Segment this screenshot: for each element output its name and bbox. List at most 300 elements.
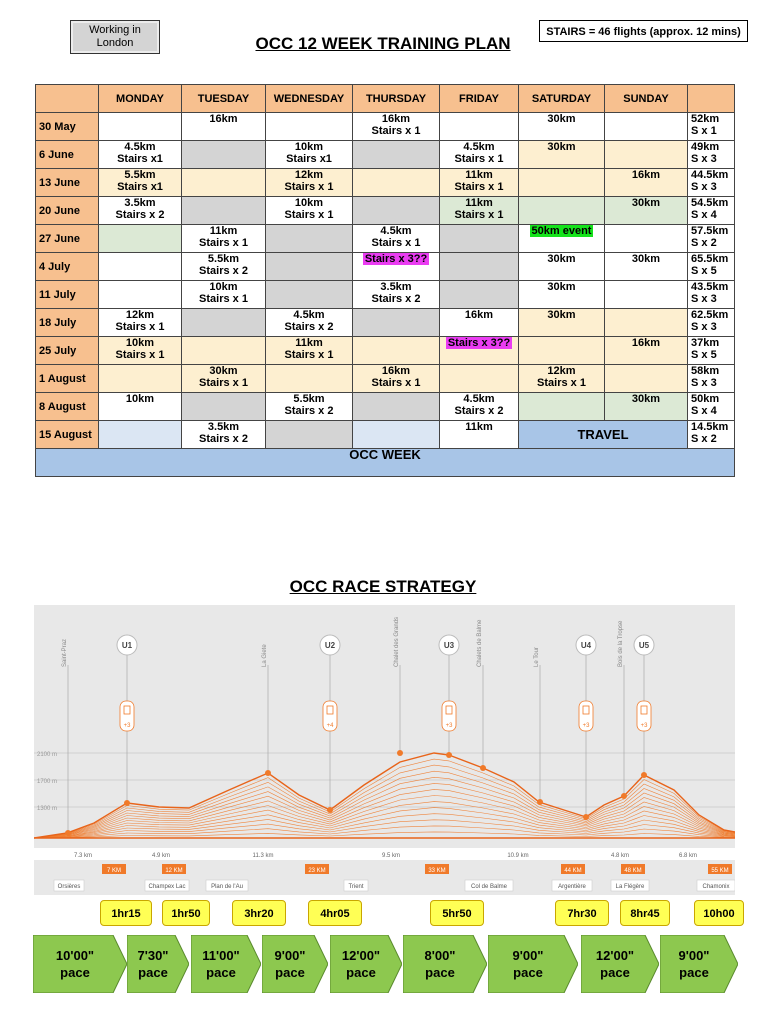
day-distance: 30km xyxy=(547,281,576,293)
week-row xyxy=(36,421,735,449)
week-row xyxy=(36,113,735,141)
day-cell xyxy=(440,281,519,309)
pace-value: 7'30" xyxy=(137,948,169,963)
day-cell xyxy=(519,393,605,421)
week-label: 8 August xyxy=(36,393,99,421)
day-distance: 16km xyxy=(381,365,411,377)
day-cell xyxy=(266,365,353,393)
day-cell xyxy=(519,365,605,393)
day-cell xyxy=(353,337,440,365)
week-total xyxy=(688,141,735,169)
day-cell xyxy=(182,197,266,225)
day-distance: 3.5km xyxy=(380,281,412,293)
day-distance: 30km xyxy=(547,309,576,321)
week-label: 6 June xyxy=(36,141,99,169)
place-label: Plan de l'Au xyxy=(211,884,243,890)
total-stairs: S x 3 xyxy=(691,293,717,305)
day-stairs: Stairs x 1 xyxy=(199,293,248,305)
col-saturday: SATURDAY xyxy=(519,85,605,113)
day-distance: 5.5km xyxy=(293,393,325,405)
km-marker: 55 KM xyxy=(711,868,729,874)
total-stairs: S x 1 xyxy=(691,125,717,137)
peak-label: Le Tour xyxy=(534,647,540,667)
place-label: Champex Lac xyxy=(148,884,186,890)
checkpoint-time: 4hr05 xyxy=(308,900,362,926)
day-cell xyxy=(605,225,688,253)
aid-count: +3 xyxy=(640,723,648,729)
col-sunday: SUNDAY xyxy=(605,85,688,113)
day-cell xyxy=(605,337,688,365)
pace-arrow xyxy=(330,935,402,993)
day-cell xyxy=(605,169,688,197)
day-cell xyxy=(440,309,519,337)
checkpoint-dot xyxy=(446,752,452,758)
week-row xyxy=(36,365,735,393)
pace-word: pace xyxy=(138,965,168,980)
km-marker: 33 KM xyxy=(428,868,446,874)
pace-word: pace xyxy=(679,965,709,980)
total-km: 62.5km xyxy=(691,309,729,321)
checkpoint-time: 10h00 xyxy=(694,900,744,926)
day-cell xyxy=(605,393,688,421)
day-stairs: Stairs x 1 xyxy=(284,349,334,361)
segment-distance: 11.3 km xyxy=(252,853,274,859)
km-marker: 48 KM xyxy=(624,868,642,874)
elevation-label: 1300 m xyxy=(37,806,58,812)
week-label: 30 May xyxy=(36,113,99,141)
pace-value: 12'00" xyxy=(341,948,381,963)
day-distance: 4.5km xyxy=(463,141,495,153)
day-cell xyxy=(266,113,353,141)
pace-arrow xyxy=(262,935,328,993)
day-cell xyxy=(266,309,353,337)
day-cell xyxy=(519,169,605,197)
highlight-magenta: Stairs x 3?? xyxy=(447,337,511,349)
day-cell xyxy=(519,337,605,365)
day-cell xyxy=(353,197,440,225)
peak-label: Bois de la Tropse xyxy=(618,620,624,667)
day-cell xyxy=(605,253,688,281)
place-label: La Flégère xyxy=(615,884,645,890)
week-total xyxy=(688,169,735,197)
day-stairs: Stairs x 1 xyxy=(199,237,248,249)
day-distance: 16km xyxy=(631,169,661,181)
day-cell xyxy=(519,225,605,253)
total-stairs: S x 3 xyxy=(691,153,717,165)
checkpoint-time: 7hr30 xyxy=(555,900,609,926)
day-cell xyxy=(99,337,182,365)
total-stairs: S x 4 xyxy=(691,209,717,221)
aid-count: +3 xyxy=(123,723,131,729)
pace-word: pace xyxy=(206,965,236,980)
day-distance: 30km xyxy=(631,197,661,209)
day-stairs: Stairs x 1 xyxy=(199,377,248,389)
pace-word: pace xyxy=(600,965,630,980)
pace-text xyxy=(33,935,127,993)
pace-text xyxy=(127,935,189,993)
week-label: 20 June xyxy=(36,197,99,225)
day-stairs: Stairs x 2 xyxy=(284,321,334,333)
day-cell xyxy=(440,365,519,393)
pace-word: pace xyxy=(275,965,305,980)
day-cell xyxy=(182,113,266,141)
week-row xyxy=(36,169,735,197)
table-header-row xyxy=(36,85,735,113)
day-cell xyxy=(605,309,688,337)
pace-value: 11'00" xyxy=(202,948,240,963)
segment-distance: 6.8 km xyxy=(678,853,698,859)
week-total xyxy=(688,113,735,141)
segment-distance: 4.9 km xyxy=(151,853,171,859)
day-distance: 12km xyxy=(294,169,324,181)
segment-distance: 7.3 km xyxy=(73,853,93,859)
day-stairs: Stairs x1 xyxy=(117,153,163,165)
total-km: 57.5km xyxy=(691,225,729,237)
pace-word: pace xyxy=(425,965,455,980)
peak-dot xyxy=(480,765,486,771)
pace-word: pace xyxy=(513,965,543,980)
day-distance: 5.5km xyxy=(124,169,156,181)
day-distance: 3.5km xyxy=(124,197,156,209)
week-total xyxy=(688,253,735,281)
day-cell xyxy=(353,309,440,337)
total-km: 58km xyxy=(691,365,720,377)
week-total xyxy=(688,337,735,365)
total-km: 65.5km xyxy=(691,253,729,265)
total-km: 52km xyxy=(691,113,720,125)
occ-week-label: OCC WEEK xyxy=(36,449,735,477)
day-cell xyxy=(353,169,440,197)
aid-count: +4 xyxy=(326,723,334,729)
day-stairs: Stairs x 1 xyxy=(371,237,421,249)
working-line-2: London xyxy=(96,37,134,49)
day-cell xyxy=(440,225,519,253)
peak-dot xyxy=(265,770,271,776)
km-marker: 7 KM xyxy=(106,868,122,874)
day-stairs: Stairs x 1 xyxy=(115,349,165,361)
day-distance: 5.5km xyxy=(207,253,240,265)
week-row xyxy=(36,281,735,309)
week-total xyxy=(688,393,735,421)
day-cell xyxy=(440,337,519,365)
day-distance: 10km xyxy=(294,141,324,153)
segment-distance: 4.8 km xyxy=(610,853,630,859)
day-cell xyxy=(440,197,519,225)
day-stairs: Stairs x 2 xyxy=(454,405,504,417)
day-distance: 30km xyxy=(209,365,238,377)
day-stairs: Stairs x 1 xyxy=(284,181,334,193)
peak-label: Saint-Praz xyxy=(62,638,68,667)
week-total xyxy=(688,197,735,225)
week-label: 25 July xyxy=(36,337,99,365)
working-line-1: Working in xyxy=(89,24,141,36)
peak-label: Chalets de Balme xyxy=(477,619,483,667)
day-cell xyxy=(99,393,182,421)
total-km: 14.5km xyxy=(691,421,729,433)
pace-value: 9'00" xyxy=(274,948,306,963)
day-distance: 12km xyxy=(547,365,576,377)
total-stairs: S x 2 xyxy=(691,237,717,249)
pace-text xyxy=(581,935,659,993)
day-cell xyxy=(99,141,182,169)
day-cell xyxy=(266,197,353,225)
day-distance: 16km xyxy=(381,113,411,125)
day-cell xyxy=(440,253,519,281)
day-distance: 12km xyxy=(125,309,155,321)
checkpoint-label: U2 xyxy=(324,641,336,650)
day-cell xyxy=(182,141,266,169)
day-cell xyxy=(605,281,688,309)
total-km: 49km xyxy=(691,141,720,153)
day-cell xyxy=(99,197,182,225)
day-distance: 11km xyxy=(209,225,238,237)
place-label: Col de Balme xyxy=(470,884,508,890)
place-label: Trient xyxy=(348,884,364,890)
day-stairs: Stairs x 2 xyxy=(371,293,421,305)
pace-arrow xyxy=(660,935,738,993)
checkpoint-label: U1 xyxy=(121,641,133,650)
plan-title: OCC 12 WEEK TRAINING PLAN xyxy=(255,34,511,53)
total-stairs: S x 3 xyxy=(691,321,717,333)
pace-text xyxy=(262,935,328,993)
day-stairs: Stairs x 2 xyxy=(115,209,165,221)
pace-text xyxy=(191,935,261,993)
day-distance: 16km xyxy=(631,337,661,349)
week-row xyxy=(36,309,735,337)
day-cell xyxy=(440,141,519,169)
checkpoint-time: 3hr20 xyxy=(232,900,286,926)
day-cell xyxy=(519,113,605,141)
pace-arrow xyxy=(403,935,487,993)
day-stairs: Stairs x1 xyxy=(286,153,332,165)
total-km: 44.5km xyxy=(691,169,729,181)
day-cell xyxy=(519,421,688,449)
checkpoint-time: 1hr50 xyxy=(162,900,210,926)
checkpoint-time: 1hr15 xyxy=(100,900,152,926)
day-stairs: Stairs x 1 xyxy=(115,321,165,333)
pace-arrow xyxy=(581,935,659,993)
week-label: 11 July xyxy=(36,281,99,309)
day-cell xyxy=(519,309,605,337)
day-distance: TRAVEL xyxy=(577,426,629,442)
total-stairs: S x 5 xyxy=(691,349,717,361)
day-stairs: Stairs x 1 xyxy=(371,125,421,137)
day-cell xyxy=(440,421,519,449)
km-marker: 12 KM xyxy=(165,868,183,874)
day-cell xyxy=(266,281,353,309)
day-distance: 10km xyxy=(125,393,155,405)
day-distance: 11km xyxy=(295,337,323,349)
day-stairs: Stairs x 1 xyxy=(454,209,504,221)
col-wednesday: WEDNESDAY xyxy=(266,85,353,113)
week-row xyxy=(36,337,735,365)
day-cell xyxy=(266,225,353,253)
day-stairs: Stairs x 1 xyxy=(284,209,334,221)
day-distance: 4.5km xyxy=(380,225,412,237)
day-distance: 10km xyxy=(209,281,238,293)
week-label: 15 August xyxy=(36,421,99,449)
working-in-london-note xyxy=(70,20,160,54)
place-label: Orsières xyxy=(57,884,81,890)
total-stairs: S x 5 xyxy=(691,265,717,277)
km-marker: 23 KM xyxy=(308,868,326,874)
week-row xyxy=(36,393,735,421)
total-stairs: S x 4 xyxy=(691,405,717,417)
place-label: Chamonix xyxy=(702,884,730,890)
day-cell xyxy=(182,169,266,197)
day-cell xyxy=(99,281,182,309)
day-cell xyxy=(99,225,182,253)
day-distance: 16km xyxy=(464,309,494,321)
day-stairs: Stairs x 2 xyxy=(284,405,334,417)
day-cell xyxy=(182,337,266,365)
day-cell xyxy=(182,309,266,337)
place-label: Argentière xyxy=(558,884,586,890)
day-cell xyxy=(605,141,688,169)
elevation-label: 1700 m xyxy=(37,779,58,785)
pace-value: 10'00" xyxy=(55,948,95,963)
peak-dot xyxy=(65,830,71,836)
pace-arrow xyxy=(191,935,261,993)
week-total xyxy=(688,225,735,253)
day-distance: 4.5km xyxy=(293,309,325,321)
day-cell xyxy=(519,197,605,225)
day-cell xyxy=(266,141,353,169)
day-cell xyxy=(182,365,266,393)
peak-label: La Giete xyxy=(262,644,268,667)
day-stairs: Stairs x 2 xyxy=(199,433,248,445)
day-distance xyxy=(440,337,518,349)
week-label: 18 July xyxy=(36,309,99,337)
day-cell xyxy=(353,141,440,169)
day-cell xyxy=(440,169,519,197)
day-cell xyxy=(440,393,519,421)
week-total xyxy=(688,421,735,449)
col-thursday: THURSDAY xyxy=(353,85,440,113)
day-distance: 16km xyxy=(209,113,238,125)
stairs-note: STAIRS = 46 flights (approx. 12 mins) xyxy=(539,20,748,42)
week-row xyxy=(36,225,735,253)
week-label: 4 July xyxy=(36,253,99,281)
day-cell xyxy=(353,421,440,449)
week-total xyxy=(688,281,735,309)
pace-text xyxy=(488,935,578,993)
day-distance: 30km xyxy=(631,393,661,405)
checkpoint-dot xyxy=(124,800,130,806)
day-cell xyxy=(182,281,266,309)
day-cell xyxy=(99,169,182,197)
training-plan-table xyxy=(35,84,735,477)
elevation-profile xyxy=(34,605,735,900)
day-cell xyxy=(353,365,440,393)
elevation-profile-chart xyxy=(34,605,735,895)
day-distance: 3.5km xyxy=(207,421,240,433)
peak-label: Chalet des Grands xyxy=(394,616,400,667)
km-marker: 44 KM xyxy=(564,868,582,874)
pace-text xyxy=(403,935,487,993)
day-cell xyxy=(182,421,266,449)
col-monday: MONDAY xyxy=(99,85,182,113)
elevation-label: 2100 m xyxy=(37,752,58,758)
day-stairs: Stairs x 1 xyxy=(454,153,504,165)
segment-distance: 10.9 km xyxy=(507,853,529,859)
day-distance xyxy=(519,225,604,237)
week-row xyxy=(36,253,735,281)
day-stairs: Stairs x 1 xyxy=(371,377,421,389)
highlight-magenta: Stairs x 3?? xyxy=(364,253,428,265)
peak-dot xyxy=(397,750,403,756)
col-friday: FRIDAY xyxy=(440,85,519,113)
col-tuesday: TUESDAY xyxy=(182,85,266,113)
day-cell xyxy=(99,421,182,449)
pace-word: pace xyxy=(60,965,90,980)
day-stairs: Stairs x1 xyxy=(117,181,163,193)
day-distance: 30km xyxy=(547,113,576,125)
pace-text xyxy=(330,935,402,993)
aid-count: +3 xyxy=(582,723,590,729)
checkpoint-label: U5 xyxy=(638,641,650,650)
occ-week-row xyxy=(36,449,735,477)
total-stairs: S x 3 xyxy=(691,377,717,389)
pace-value: 9'00" xyxy=(512,948,544,963)
total-stairs: S x 2 xyxy=(691,433,717,445)
week-total xyxy=(688,365,735,393)
total-stairs: S x 3 xyxy=(691,181,717,193)
day-cell xyxy=(353,225,440,253)
day-cell xyxy=(519,141,605,169)
day-distance xyxy=(353,253,439,265)
day-stairs: Stairs x 2 xyxy=(199,265,248,277)
day-cell xyxy=(353,253,440,281)
day-distance: 30km xyxy=(547,253,576,265)
day-distance: 4.5km xyxy=(463,393,495,405)
day-cell xyxy=(266,253,353,281)
day-cell xyxy=(353,281,440,309)
week-row xyxy=(36,141,735,169)
day-cell xyxy=(99,365,182,393)
day-cell xyxy=(266,421,353,449)
day-cell xyxy=(266,393,353,421)
day-distance: 30km xyxy=(631,253,661,265)
day-cell xyxy=(605,113,688,141)
total-km: 54.5km xyxy=(691,197,729,209)
total-km: 37km xyxy=(691,337,720,349)
day-cell xyxy=(99,253,182,281)
checkpoint-label: U4 xyxy=(580,641,592,650)
pace-word: pace xyxy=(346,965,376,980)
day-cell xyxy=(99,113,182,141)
day-cell xyxy=(519,253,605,281)
pace-value: 12'00" xyxy=(595,948,635,963)
checkpoint-dot xyxy=(327,807,333,813)
week-row xyxy=(36,197,735,225)
day-cell xyxy=(519,281,605,309)
day-distance: 11km xyxy=(465,421,493,433)
pace-value: 8'00" xyxy=(424,948,456,963)
strategy-title: OCC RACE STRATEGY xyxy=(289,577,477,596)
day-distance: 11km xyxy=(465,169,493,181)
day-cell xyxy=(182,393,266,421)
peak-dot xyxy=(621,793,627,799)
day-stairs: Stairs x 1 xyxy=(454,181,504,193)
day-distance: 11km xyxy=(465,197,493,209)
peak-dot xyxy=(537,799,543,805)
pace-arrow xyxy=(488,935,578,993)
day-cell xyxy=(182,225,266,253)
pace-arrow xyxy=(33,935,127,993)
day-cell xyxy=(605,197,688,225)
day-distance: 30km xyxy=(547,141,576,153)
